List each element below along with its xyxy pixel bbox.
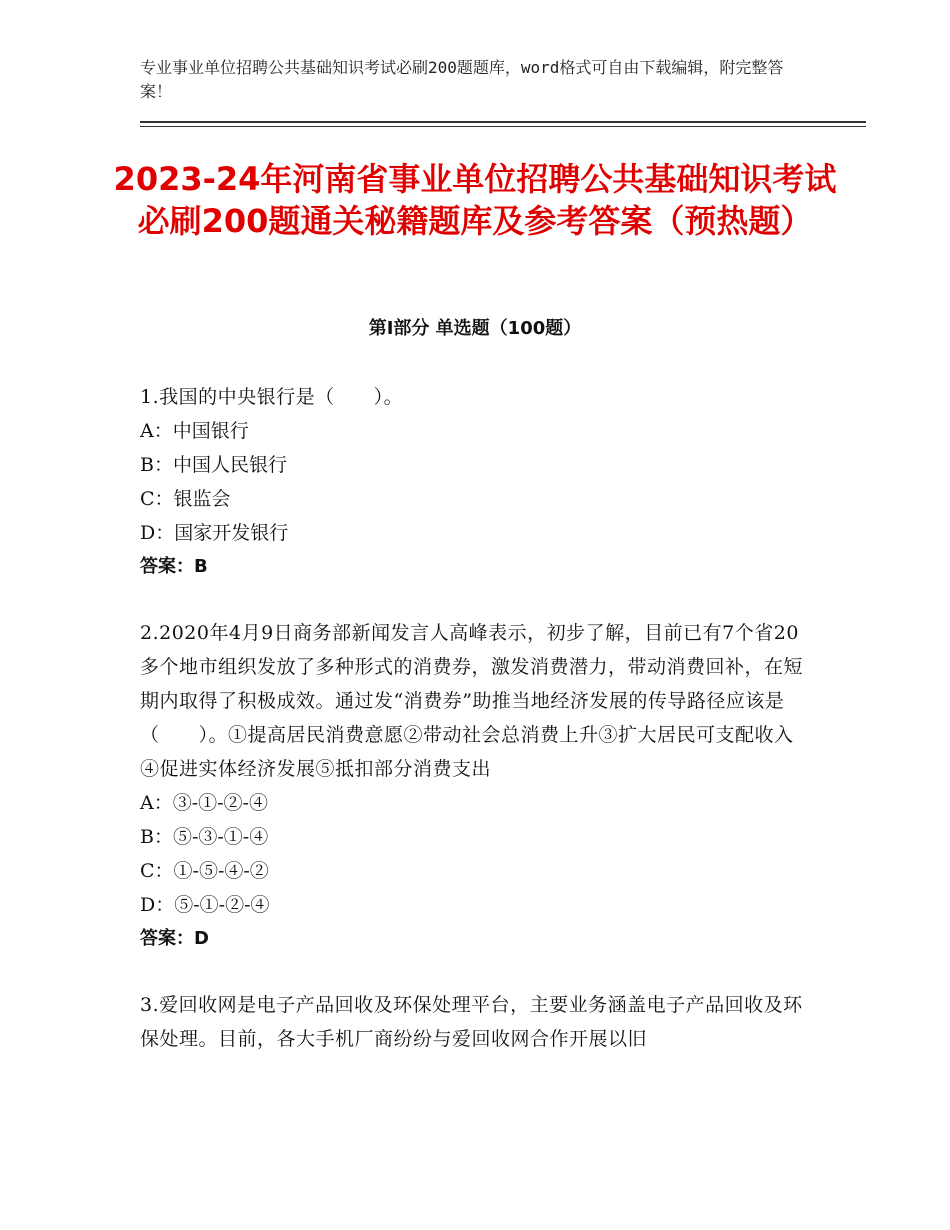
- question-stem: 1.我国的中央银行是（ ）。: [140, 386, 404, 408]
- question-2: [140, 616, 805, 956]
- answer: 答案：D: [140, 928, 209, 949]
- option-d: D：⑤-①-②-④: [140, 894, 270, 916]
- option-b: B：中国人民银行: [140, 454, 287, 476]
- answer: 答案：B: [140, 556, 208, 577]
- option-c: C：①-⑤-④-②: [140, 860, 269, 882]
- option-c: C：银监会: [140, 488, 231, 510]
- header-note: 专业事业单位招聘公共基础知识考试必刷200题题库，word格式可自由下载编辑，附完整答案！: [140, 58, 784, 101]
- question-list: [140, 380, 805, 1088]
- option-a: A：中国银行: [140, 420, 249, 442]
- option-a: A：③-①-②-④: [140, 792, 268, 814]
- document-title: 2023-24年河南省事业单位招聘公共基础知识考试必刷200题通关秘籍题库及参考答案（预热题）: [113, 160, 837, 240]
- section-heading: 第Ⅰ部分 单选题（100题）: [368, 318, 582, 339]
- question-stem: 2.2020年4月9日商务部新闻发言人高峰表示，初步了解，目前已有7个省20多个地市组织发放了多种形式的消费券，激发消费潜力，带动消费回补，在短期内取得了积极成效。通过发“消费券”助推当地经济发展的传导路径应该是（ ）。①提高居民消费意愿②带动社会总消费上升③扩大居民可支配收入④促进实体经济发展⑤抵扣部分消费支出: [140, 622, 804, 780]
- question-3: [140, 988, 805, 1056]
- header-divider-thin: [140, 126, 866, 127]
- header-divider-thick: [140, 121, 866, 123]
- option-d: D：国家开发银行: [140, 522, 289, 544]
- question-stem: 3.爱回收网是电子产品回收及环保处理平台，主要业务涵盖电子产品回收及环保处理。目前，各大手机厂商纷纷与爱回收网合作开展以旧: [140, 994, 803, 1050]
- question-1: [140, 380, 805, 584]
- option-b: B：⑤-③-①-④: [140, 826, 269, 848]
